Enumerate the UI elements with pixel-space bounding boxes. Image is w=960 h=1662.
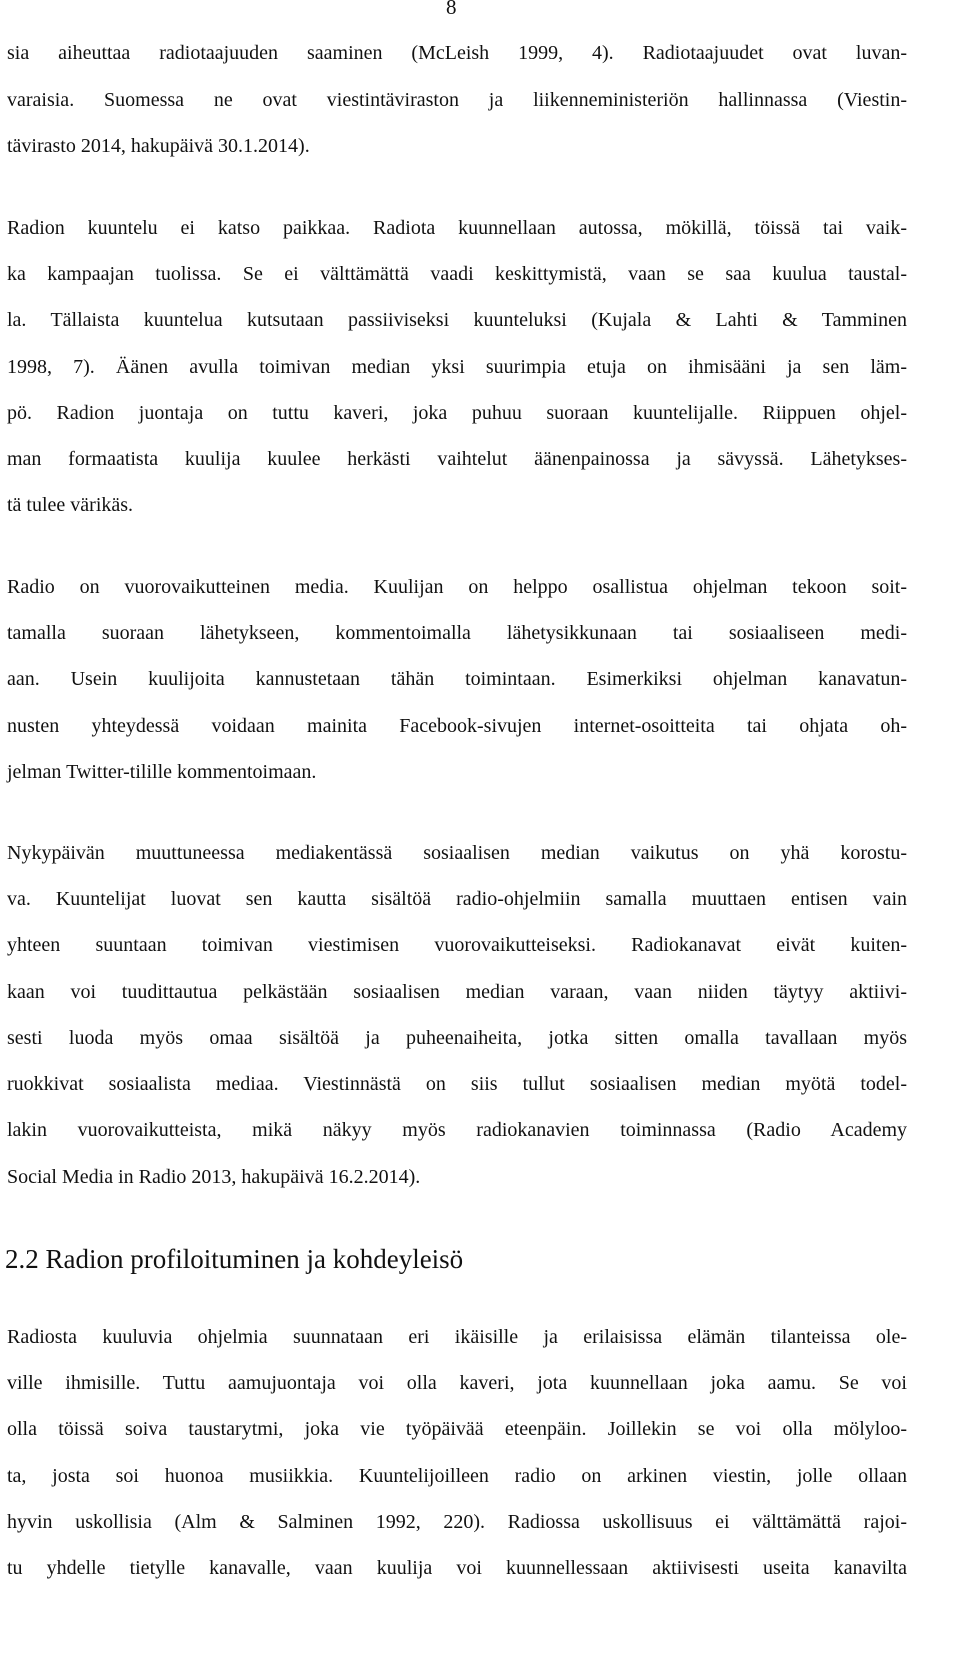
text-line: tu yhdelle tietylle kanavalle, vaan kuulija voi kuunnellessaan aktiivisesti useita kanavilta [7,1557,907,1579]
text-line: kaan voi tuudittautua pelkästään sosiaalisen median varaan, vaan niiden täytyy aktiivi- [7,981,907,1003]
text-line: lakin vuorovaikutteista, mikä näkyy myös radiokanavien toiminnassa (Radio Academy [7,1119,907,1141]
text-line: nusten yhteydessä voidaan mainita Facebook-sivujen internet-osoitteita tai ohjata oh- [7,715,907,737]
text-line: tä tulee värikäs. [7,494,134,516]
text-line: Radio on vuorovaikutteinen media. Kuulijan on helppo osallistua ohjelman tekoon soit- [7,576,907,598]
text-line: tävirasto 2014, hakupäivä 30.1.2014). [7,135,310,157]
text-line: Nykypäivän muuttuneessa mediakentässä sosiaalisen median vaikutus on yhä korostu- [7,842,907,864]
text-line: ka kampaajan tuolissa. Se ei välttämättä vaadi keskittymistä, vaan se saa kuulua taustal- [7,263,907,285]
text-line: pö. Radion juontaja on tuttu kaveri, joka puhuu suoraan kuuntelijalle. Riippuen ohjel- [7,402,907,424]
page-number: 8 [446,0,457,19]
text-line: hyvin uskollisia (Alm & Salminen 1992, 220). Radiossa uskollisuus ei välttämättä rajoi- [7,1511,907,1533]
text-line: Radion kuuntelu ei katso paikkaa. Radiota kuunnellaan autossa, mökillä, töissä tai vaik- [7,217,907,239]
text-line: ville ihmisille. Tuttu aamujuontaja voi olla kaveri, jota kuunnellaan joka aamu. Se voi [7,1372,907,1394]
text-line: ta, josta soi huonoa musiikkia. Kuuntelijoilleen radio on arkinen viestin, jolle ollaan [7,1465,907,1487]
text-line: tamalla suoraan lähetykseen, kommentoimalla lähetysikkunaan tai sosiaaliseen medi- [7,622,907,644]
text-line: va. Kuuntelijat luovat sen kautta sisältöä radio-ohjelmiin samalla muuttaen entisen vain [7,888,907,910]
text-line: yhteen suuntaan toimivan viestimisen vuorovaikutteiseksi. Radiokanavat eivät kuiten- [7,934,907,956]
text-line: jelman Twitter-tilille kommentoimaan. [7,761,317,783]
text-line: Social Media in Radio 2013, hakupäivä 16.2.2014). [7,1166,421,1188]
section-heading: 2.2 Radion profiloituminen ja kohdeyleisö [5,1244,464,1274]
text-line: Radiosta kuuluvia ohjelmia suunnataan eri ikäisille ja erilaisissa elämän tilanteissa ole- [7,1326,907,1348]
text-line: man formaatista kuulija kuulee herkästi vaihtelut äänenpainossa ja sävyssä. Lähetykses- [7,448,907,470]
text-line: la. Tällaista kuuntelua kutsutaan passiiviseksi kuunteluksi (Kujala & Lahti & Tamminen [7,309,907,331]
text-line: olla töissä soiva taustarytmi, joka vie työpäivää eteenpäin. Joillekin se voi olla mölyloo- [7,1418,907,1440]
text-line: sesti luoda myös omaa sisältöä ja puheenaiheita, jotka sitten omalla tavallaan myös [7,1027,907,1049]
text-line: varaisia. Suomessa ne ovat viestintäviraston ja liikenneministeriön hallinnassa (Viestin- [7,89,907,111]
text-line: 1998, 7). Äänen avulla toimivan median yksi suurimpia etuja on ihmisääni ja sen läm- [7,356,907,378]
text-line: sia aiheuttaa radiotaajuuden saaminen (McLeish 1999, 4). Radiotaajuudet ovat luvan- [7,42,907,64]
text-line: aan. Usein kuulijoita kannustetaan tähän toimintaan. Esimerkiksi ohjelman kanavatun- [7,668,907,690]
text-line: ruokkivat sosiaalista mediaa. Viestinnästä on siis tullut sosiaalisen median myötä todel- [7,1073,907,1095]
